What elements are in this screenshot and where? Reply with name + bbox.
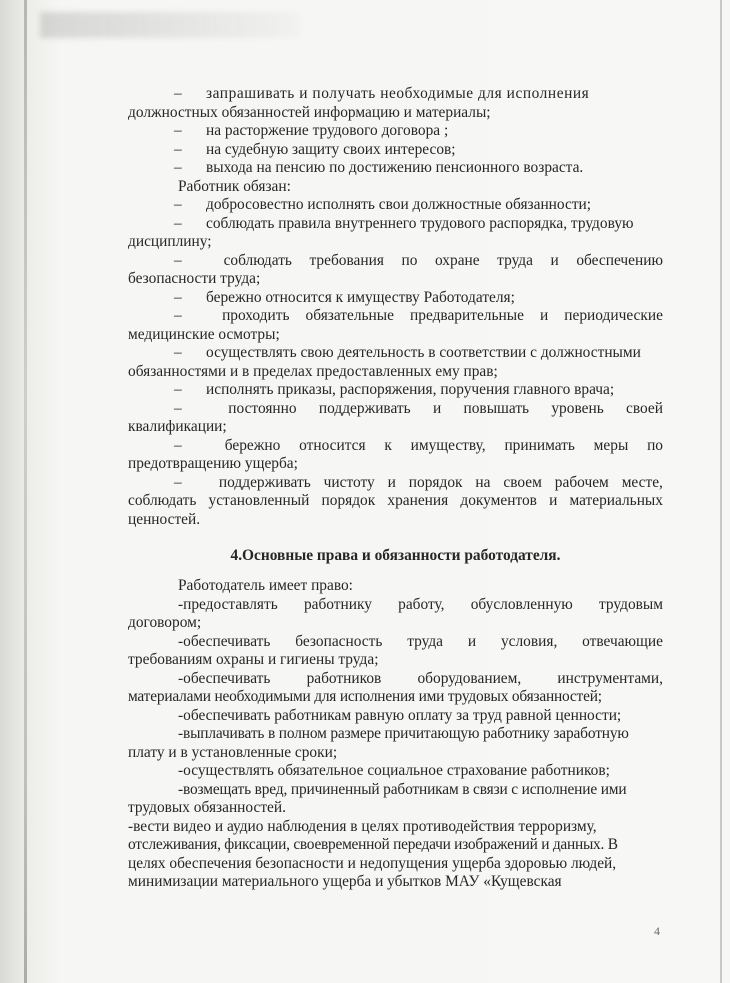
list-item: – на судебную защиту своих интересов; [174, 140, 456, 158]
list-item: – на расторжение трудового договора ; [174, 122, 449, 139]
list-item: -вести видео и аудио наблюдения в целях противодействия терроризму, [128, 817, 597, 835]
list-item: – выхода на пенсию по достижению пенсионного возраста. [174, 159, 584, 176]
list-item: -обеспечивать работникам равную оплату за труд равной ценности; [178, 706, 622, 724]
list-item: -осуществлять обязательное социальное страхование работников; [178, 762, 610, 779]
list-item-continuation: дисциплину; [128, 233, 212, 250]
list-item: – проходить обязательные предварительные и периодические [174, 307, 663, 324]
list-item: – соблюдать требования по охране труда и обеспечению [174, 251, 663, 269]
list-item: – бережно относится к имуществу, принимать меры по [174, 436, 663, 454]
list-item: – исполнять приказы, распоряжения, поручения главного врача; [174, 381, 615, 398]
list-item-continuation: целях обеспечения безопасности и недопущения ущерба здоровью людей, [128, 854, 617, 872]
list-item-text: запрашивать и получать необходимые для исполнения [206, 85, 590, 102]
list-item: – бережно относится к имуществу Работодателя; [174, 288, 515, 306]
list-item: -обеспечивать работников оборудованием, инструментами, [178, 669, 663, 687]
list-item: -обеспечивать безопасность труда и условия, отвечающие [178, 632, 663, 650]
list-item-continuation: отслеживания, фиксации, своевременной передачи изображений и данных. В [128, 836, 618, 853]
list-item-continuation: безопасности труда; [128, 270, 261, 287]
list-item-continuation: ценностей. [128, 510, 201, 528]
list-item: -предоставлять работнику работу, обусловленную трудовым [178, 595, 663, 613]
list-item-continuation: требованиям охраны и гигиены труда; [128, 651, 379, 668]
list-item: -выплачивать в полном размере причитающую работнику заработную [178, 725, 629, 742]
list-item [128, 85, 663, 104]
list-item-continuation: соблюдать установленный порядок хранения документов и материальных [128, 492, 663, 509]
scan-left-edge [24, 0, 27, 983]
list-dash: – [174, 85, 182, 102]
list-item-continuation: материалами необходимыми для исполнения ими трудовых обязанностей; [128, 688, 602, 705]
page-number: 4 [654, 924, 660, 938]
list-item: – постоянно поддерживать и повышать уровень своей [174, 399, 663, 417]
scan-right-edge [720, 0, 722, 983]
scan-top-shadow [40, 12, 300, 38]
list-item-continuation: предотвращению ущерба; [128, 455, 298, 472]
paragraph-heading: Работник обязан: [178, 177, 291, 195]
document-body [128, 85, 663, 892]
list-item-continuation: медицинские осмотры; [128, 325, 280, 343]
list-item-continuation: обязанностями и в пределах предоставленных ему прав; [128, 362, 498, 380]
list-item-continuation: договором; [128, 614, 202, 631]
list-item-continuation: должностных обязанностей информацию и материалы; [128, 103, 491, 121]
list-item: – поддерживать чистоту и порядок на своем рабочем месте, [174, 473, 663, 491]
list-item-continuation: квалификации; [128, 418, 227, 435]
list-item-continuation: трудовых обязанностей. [128, 799, 286, 816]
list-item-continuation: плату и в установленные сроки; [128, 743, 338, 761]
section-heading: 4.Основные права и обязанности работодателя. [230, 547, 561, 564]
list-item-continuation: минимизации материального ущерба и убытков МАУ «Кущевская [128, 873, 562, 890]
list-item: – добросовестно исполнять свои должностные обязанности; [174, 196, 592, 213]
list-item: -возмещать вред, причиненный работникам в связи с исполнение ими [178, 780, 627, 798]
paragraph-heading: Работодатель имеет право: [178, 577, 353, 594]
list-item: – соблюдать правила внутреннего трудового распорядка, трудовую [174, 214, 634, 232]
list-item: – осуществлять свою деятельность в соответствии с должностными [174, 344, 641, 361]
